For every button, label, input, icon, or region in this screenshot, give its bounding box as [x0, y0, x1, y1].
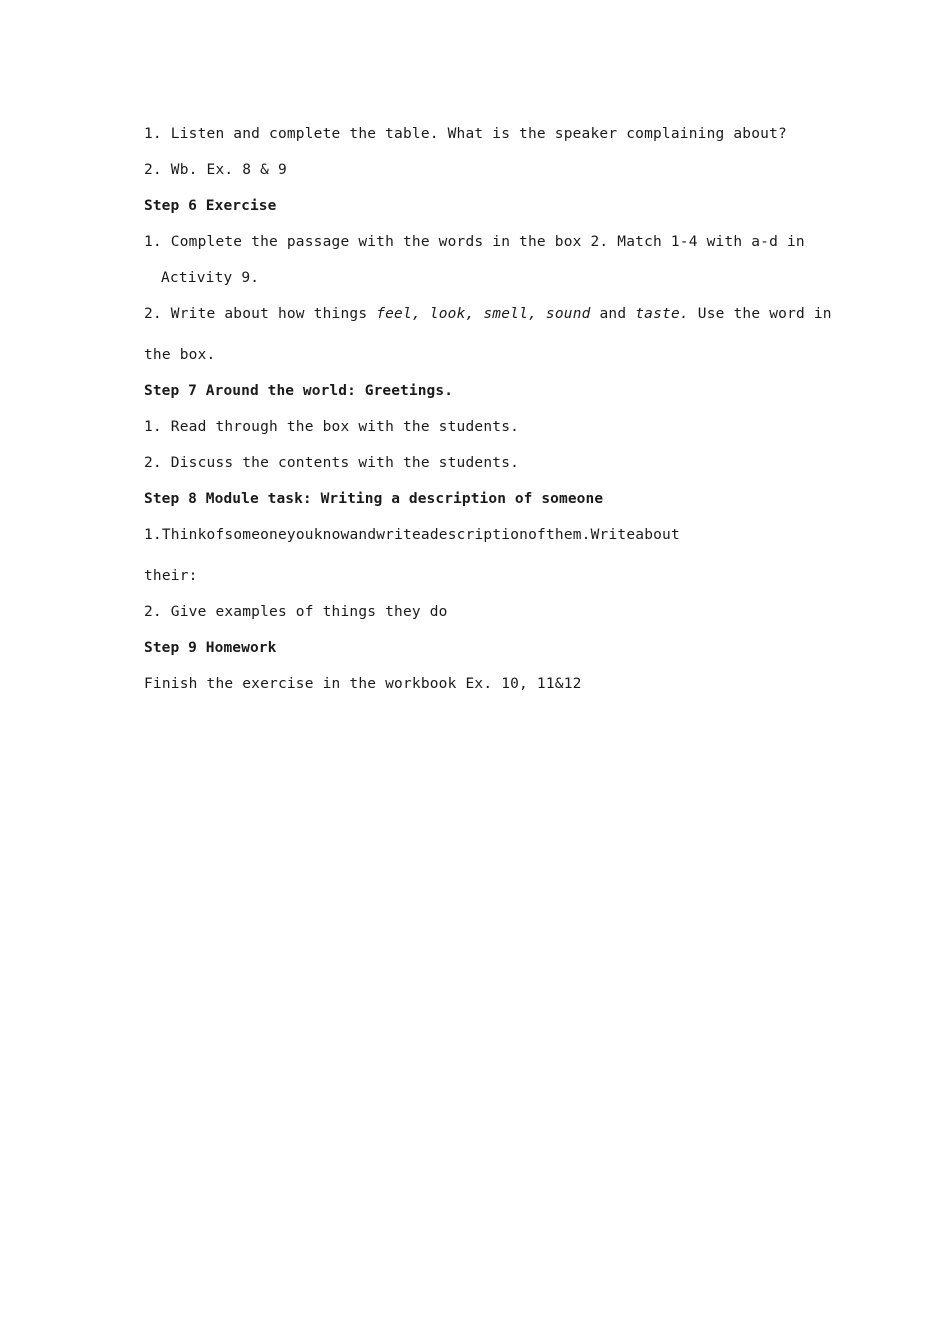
word-and: and	[599, 306, 627, 322]
complete-passage-line-1: 1. Complete the passage with the words in the box 2. Match 1-4 with a-d in	[144, 234, 805, 250]
word-look: look,	[429, 306, 475, 322]
step-8-heading: Step 8 Module task: Writing a description of someone	[144, 491, 604, 507]
think-of-someone-line-1	[144, 525, 806, 545]
think-of-someone-word: 1.	[144, 527, 162, 543]
think-of-someone-word: a	[420, 527, 430, 543]
document-content	[144, 124, 832, 710]
think-of-someone-word: and	[349, 527, 377, 543]
write-about-instruction	[144, 304, 832, 365]
step-9-heading: Step 9 Homework	[144, 640, 277, 656]
write-about-prefix: 2. Write about how things	[144, 306, 368, 322]
think-of-someone-word: of	[528, 527, 546, 543]
think-of-someone-instruction	[144, 525, 808, 586]
think-of-someone-word: you	[286, 527, 314, 543]
think-of-someone-word: Write	[590, 527, 636, 543]
think-of-someone-word: Think	[161, 527, 207, 543]
word-feel: feel,	[376, 306, 421, 322]
think-of-someone-word: write	[376, 527, 421, 543]
write-about-line-1	[144, 304, 832, 324]
write-about-line-2: the box.	[144, 347, 216, 363]
complete-passage-line-2: Activity 9.	[161, 270, 260, 286]
complete-passage-instruction	[144, 232, 808, 288]
think-of-someone-word: someone	[224, 527, 287, 543]
step-7-heading: Step 7 Around the world: Greetings.	[144, 383, 454, 399]
think-of-someone-word: them.	[545, 527, 591, 543]
step-6-heading: Step 6 Exercise	[144, 198, 277, 214]
think-of-someone-word: about	[635, 527, 680, 543]
discuss-instruction: 2. Discuss the contents with the students.	[144, 455, 520, 471]
word-sound: sound	[545, 306, 591, 322]
word-taste: taste.	[635, 306, 689, 322]
workbook-reference: 2. Wb. Ex. 8 & 9	[144, 162, 287, 178]
think-of-someone-word: know	[313, 527, 350, 543]
write-about-suffix: Use the word in	[697, 306, 832, 322]
listen-instruction: 1. Listen and complete the table. What is the speaker complaining about?	[144, 126, 787, 142]
think-of-someone-word: description	[429, 527, 529, 543]
homework-instruction: Finish the exercise in the workbook Ex. 10, 11&12	[144, 676, 582, 692]
word-smell: smell,	[483, 306, 537, 322]
think-of-someone-word: of	[206, 527, 225, 543]
give-examples-instruction: 2. Give examples of things they do	[144, 604, 448, 620]
think-of-someone-line-2: their:	[144, 568, 198, 584]
read-box-instruction: 1. Read through the box with the students.	[144, 419, 520, 435]
